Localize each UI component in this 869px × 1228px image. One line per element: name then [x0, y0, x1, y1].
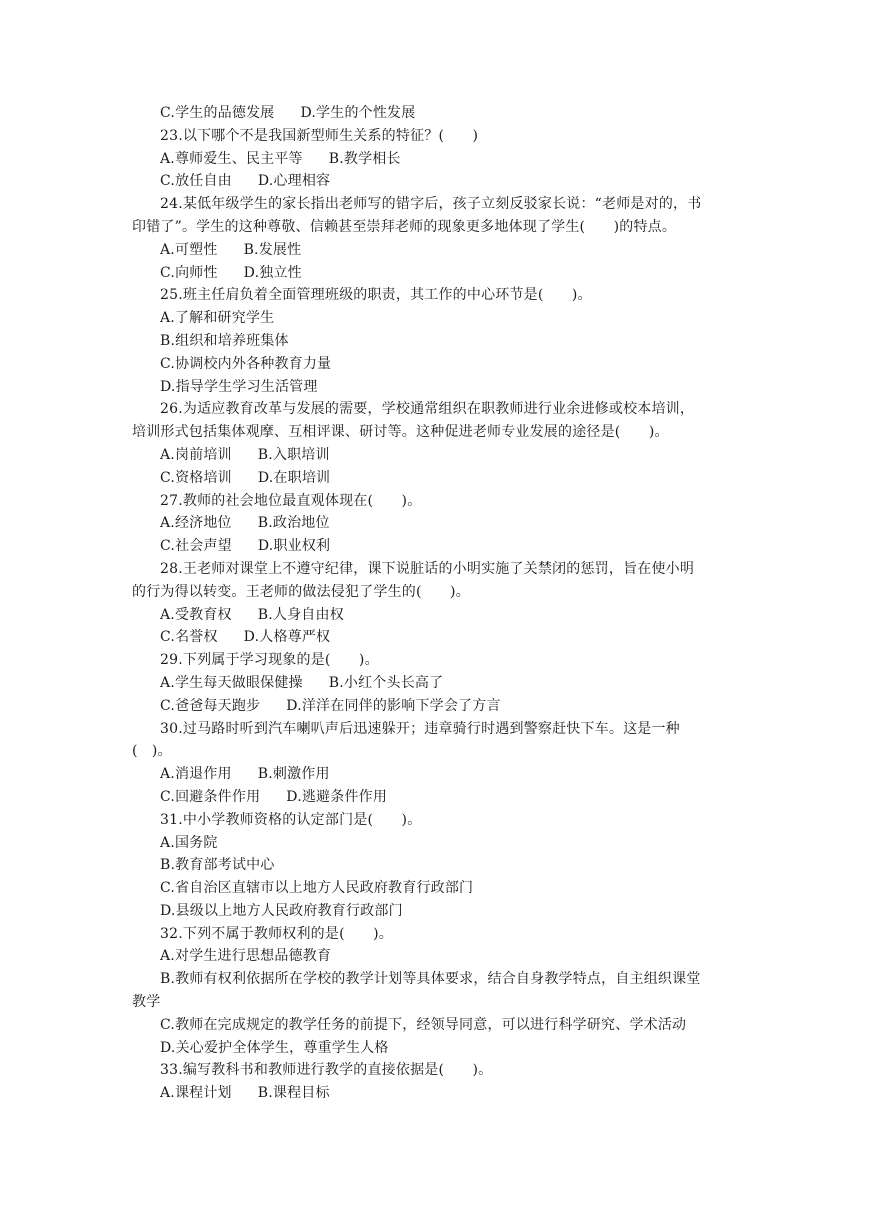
line-text: D.县级以上地方人民政府教育行政部门: [160, 902, 403, 919]
text-line: [132, 604, 744, 627]
line-text: A.尊师爱生、民主平等: [160, 150, 303, 167]
line-text: A.学生每天做眼保健操: [160, 674, 303, 691]
line-text: 教学: [132, 994, 161, 1011]
text-line: [132, 1014, 744, 1037]
line-text: B.教师有权利依据所在学校的教学计划等具体要求，结合自身教学特点，自主组织课堂: [160, 971, 701, 988]
text-line: [132, 262, 744, 285]
line-text: 30.过马路时听到汽车喇叭声后迅速躲开；违章骑行时遇到警察赶快下车。这是一种: [160, 720, 680, 737]
line-text: A.消退作用: [160, 766, 232, 783]
line-text: 23.以下哪个不是我国新型师生关系的特征？( ): [160, 127, 479, 144]
text-line: [132, 193, 744, 216]
text-line: [132, 376, 744, 399]
line-text: D.指导学生学习生活管理: [160, 378, 318, 395]
line-text: C.资格培训: [160, 469, 232, 486]
line-text-second-option: D.洋洋在同伴的影响下学会了方言: [286, 697, 501, 714]
line-text-second-option: B.政治地位: [257, 515, 330, 532]
text-line: [132, 991, 744, 1014]
line-text-second-option: B.入职培训: [257, 446, 330, 463]
text-line: [132, 102, 744, 125]
text-line: [132, 1037, 744, 1060]
line-text-second-option: D.独立性: [243, 264, 302, 281]
line-text: C.向师性: [160, 264, 218, 281]
line-text: D.关心爱护全体学生，尊重学生人格: [160, 1039, 389, 1056]
text-line: [132, 786, 744, 809]
line-text-second-option: B.课程目标: [257, 1085, 330, 1102]
text-line: [132, 1082, 744, 1105]
text-line: [132, 968, 744, 991]
document-body: [132, 102, 744, 1105]
line-text-second-option: B.刺激作用: [257, 766, 330, 783]
line-text: C.学生的品德发展: [160, 105, 275, 121]
line-text-second-option: D.心理相容: [257, 173, 331, 190]
line-text: 28.王老师对课堂上不遵守纪律，课下说脏话的小明实施了关禁闭的惩罚，旨在使小明: [160, 560, 695, 577]
text-line: [132, 718, 744, 741]
text-line: [132, 490, 744, 513]
text-line: [132, 467, 744, 490]
text-line: [132, 284, 744, 307]
line-text-second-option: D.学生的个性发展: [300, 105, 416, 121]
line-text: 培训形式包括集体观摩、互相评课、研讨等。这种促进老师专业发展的途径是( )。: [132, 424, 669, 441]
text-line: [132, 239, 744, 262]
line-text-second-option: B.小红个头长高了: [328, 674, 444, 691]
text-line: [132, 125, 744, 148]
line-text: ( )。: [132, 743, 172, 760]
line-text: 的行为得以转变。王老师的做法侵犯了学生的( )。: [132, 583, 470, 600]
line-text: C.爸爸每天跑步: [160, 697, 261, 714]
line-text: 印错了”。学生的这种尊敬、信赖甚至崇拜老师的现象更多地体现了学生( )的特点。: [132, 218, 677, 235]
text-line: [132, 626, 744, 649]
line-text: 24.某低年级学生的家长指出老师写的错字后，孩子立刻反驳家长说：“老师是对的，书: [160, 196, 702, 213]
line-text: A.受教育权: [160, 606, 232, 623]
text-line: [132, 216, 744, 239]
text-line: [132, 512, 744, 535]
line-text: B.组织和培养班集体: [160, 332, 289, 349]
line-text-second-option: D.职业权利: [257, 538, 331, 555]
text-line: [132, 877, 744, 900]
line-text-second-option: B.发展性: [243, 241, 302, 258]
text-line: [132, 672, 744, 695]
text-line: [132, 854, 744, 877]
line-text-second-option: D.在职培训: [257, 469, 331, 486]
text-line: [132, 923, 744, 946]
line-text-second-option: B.教学相长: [328, 150, 401, 167]
text-line: [132, 763, 744, 786]
line-text: C.教师在完成规定的教学任务的前提下，经领导同意，可以进行科学研究、学术活动: [160, 1016, 687, 1033]
line-text: 26.为适应教育改革与发展的需要，学校通常组织在职教师进行业余进修或校本培训，: [160, 401, 695, 418]
text-line: [132, 649, 744, 672]
line-text: 31.中小学教师资格的认定部门是( )。: [160, 811, 422, 828]
line-text: A.可塑性: [160, 241, 218, 258]
line-text: C.省自治区直辖市以上地方人民政府教育行政部门: [160, 880, 474, 897]
line-text: A.了解和研究学生: [160, 310, 275, 327]
line-text: 33.编写教科书和教师进行教学的直接依据是( )。: [160, 1062, 493, 1079]
line-text: C.社会声望: [160, 538, 232, 555]
text-line: [132, 398, 744, 421]
line-text: A.对学生进行思想品德教育: [160, 948, 332, 965]
text-line: [132, 353, 744, 376]
line-text: C.名誉权: [160, 629, 218, 646]
text-line: [132, 558, 744, 581]
text-line: [132, 695, 744, 718]
line-text: A.国务院: [160, 834, 218, 851]
text-line: [132, 307, 744, 330]
line-text: C.回避条件作用: [160, 788, 261, 805]
text-line: [132, 421, 744, 444]
text-line: [132, 1059, 744, 1082]
text-line: [132, 444, 744, 467]
text-line: [132, 832, 744, 855]
line-text: 32.下列不属于教师权利的是( )。: [160, 925, 393, 942]
line-text: A.岗前培训: [160, 446, 232, 463]
text-line: [132, 170, 744, 193]
text-line: [132, 900, 744, 923]
line-text: 25.班主任肩负着全面管理班级的职责，其工作的中心环节是( )。: [160, 287, 592, 304]
line-text: B.教育部考试中心: [160, 857, 275, 874]
text-line: [132, 535, 744, 558]
line-text: A.课程计划: [160, 1085, 232, 1102]
text-line: [132, 740, 744, 763]
text-line: [132, 148, 744, 171]
text-line: [132, 809, 744, 832]
text-line: [132, 945, 744, 968]
text-line: [132, 330, 744, 353]
line-text: C.协调校内外各种教育力量: [160, 355, 332, 372]
text-line: [132, 581, 744, 604]
line-text-second-option: B.人身自由权: [257, 606, 344, 623]
line-text: 27.教师的社会地位最直观体现在( )。: [160, 492, 422, 509]
line-text: C.放任自由: [160, 173, 232, 190]
line-text-second-option: D.人格尊严权: [243, 629, 331, 646]
line-text-second-option: D.逃避条件作用: [286, 788, 388, 805]
line-text: A.经济地位: [160, 515, 232, 532]
line-text: 29.下列属于学习现象的是( )。: [160, 652, 379, 669]
